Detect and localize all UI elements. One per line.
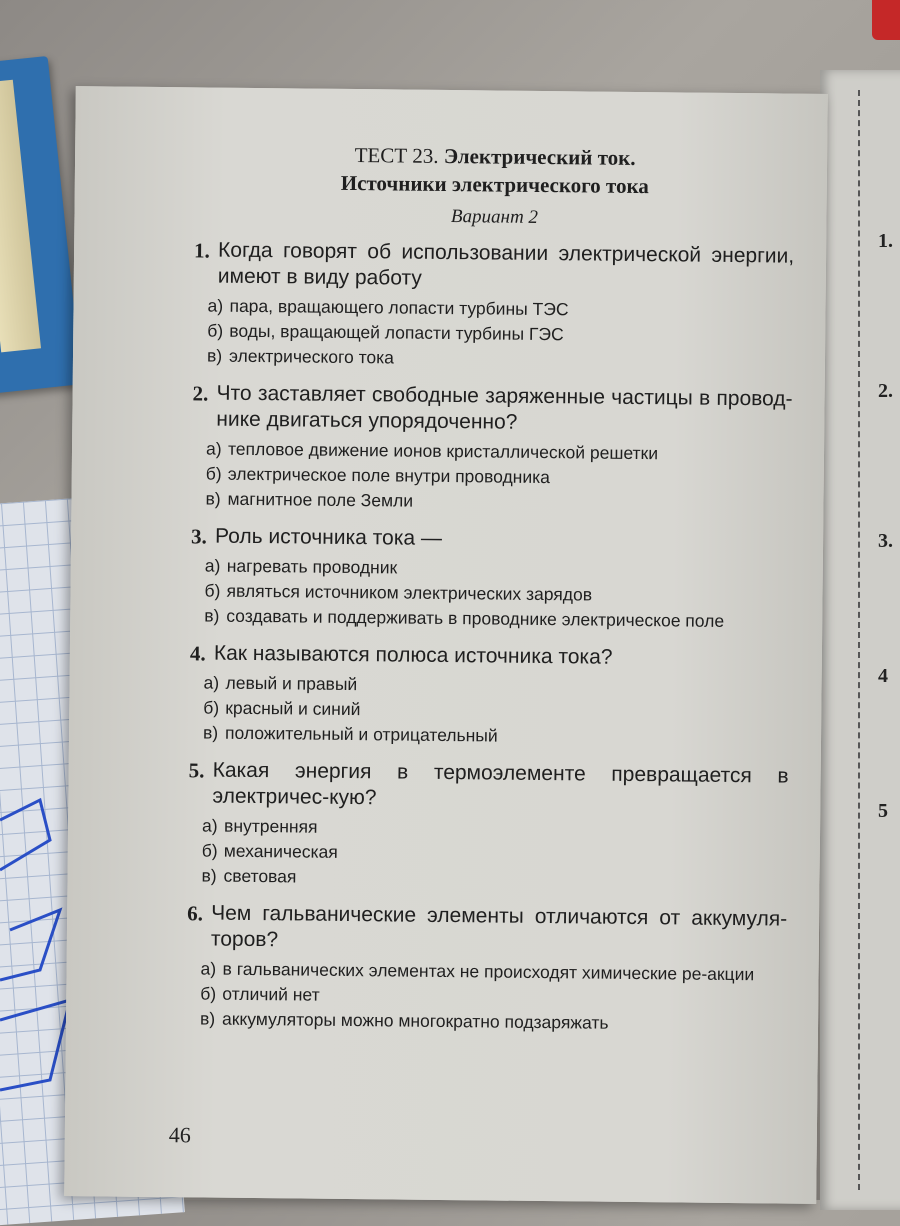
answer-options	[201, 813, 788, 894]
option-text: тепловое движение ионов кристаллической решетки	[227, 438, 659, 464]
answer-options	[204, 553, 791, 634]
option-text: пара, вращающего лопасти турбины ТЭС	[229, 295, 569, 320]
title-main: Электрический ток.	[443, 143, 636, 170]
book-page	[64, 86, 828, 1204]
question-number: 2.	[192, 381, 209, 406]
option-letter: в)	[202, 722, 219, 743]
option-letter: а)	[203, 672, 220, 693]
dashed-cut-line	[858, 90, 860, 1190]
question-row	[192, 380, 793, 438]
option-text: нагревать проводник	[226, 555, 398, 578]
option-text: создавать и поддерживать в проводнике электрическое поле	[226, 605, 725, 631]
option-text: воды, вращающей лопасти турбины ГЭС	[229, 320, 564, 345]
answer-options	[200, 956, 787, 1037]
answer-option	[200, 1006, 786, 1037]
option-text: электрическое поле внутри проводника	[227, 463, 551, 488]
option-text: в гальванических элементах не происходят химические ре-акции	[222, 958, 755, 985]
question-number: 3.	[190, 524, 207, 549]
answer-options	[203, 670, 790, 751]
question-number: 6.	[187, 901, 204, 926]
option-text: аккумуляторы можно многократно подзаряжать	[221, 1008, 609, 1033]
question-6	[186, 900, 787, 1037]
question-row	[191, 523, 791, 555]
question-number: 1.	[193, 238, 210, 263]
question-number: 5.	[188, 758, 205, 783]
option-letter: а)	[204, 555, 221, 576]
option-text: красный и синий	[225, 697, 361, 720]
question-row	[187, 900, 788, 958]
option-letter: б)	[201, 840, 218, 861]
variant-label: Вариант 2	[450, 206, 539, 228]
option-letter: а)	[207, 295, 224, 316]
blue-book	[0, 56, 82, 394]
question-text: Какая энергия в термоэлементе превращается в электричес-кую?	[212, 758, 789, 810]
red-pen	[872, 0, 900, 40]
question-text: Когда говорят об использовании электрической энергии, имеют в виду работу	[217, 238, 795, 290]
question-2	[191, 380, 792, 517]
test-title	[195, 139, 796, 201]
option-letter: б)	[205, 463, 222, 484]
option-text: положительный и отрицательный	[224, 722, 498, 746]
question-text: Чем гальванические элементы отличаются от аккумуля-торов?	[210, 901, 788, 952]
question-text: Как называются полюса источника тока?	[213, 641, 613, 669]
option-text: механическая	[223, 840, 338, 862]
answer-option	[201, 863, 787, 894]
question-1	[193, 237, 794, 374]
title-prefix: ТЕСТ 23.	[354, 143, 439, 168]
question-text: Что заставляет свободные заряженные частицы в провод-нике двигаться упорядоченно?	[216, 381, 793, 434]
answer-option	[204, 603, 790, 634]
question-text: Роль источника тока —	[215, 524, 443, 550]
page-number: 46	[168, 1122, 191, 1148]
right-page-number: 1.	[878, 230, 893, 252]
answer-option	[205, 486, 791, 517]
option-letter: б)	[204, 580, 221, 601]
test-content	[186, 139, 795, 1037]
option-text: левый и правый	[225, 672, 358, 695]
question-row	[190, 640, 790, 672]
option-letter: а)	[205, 438, 222, 459]
right-page-number: 3.	[878, 530, 893, 552]
right-page-number: 4	[878, 665, 888, 687]
option-letter: б)	[207, 320, 224, 341]
title-sub: Источники электрического тока	[340, 170, 649, 199]
option-letter: б)	[203, 697, 220, 718]
option-letter: б)	[200, 983, 217, 1004]
option-letter: в)	[199, 1008, 216, 1029]
question-number: 4.	[189, 641, 206, 666]
answer-options	[205, 436, 792, 517]
question-3	[190, 523, 791, 634]
option-text: электрического тока	[228, 345, 395, 368]
option-text: внутренняя	[223, 815, 318, 837]
question-5	[187, 757, 788, 894]
answer-options	[207, 293, 794, 374]
option-letter: а)	[200, 958, 217, 979]
right-page-number: 2.	[878, 380, 893, 402]
option-letter: в)	[205, 488, 221, 509]
answer-option	[203, 720, 789, 751]
option-text: световая	[223, 865, 297, 887]
question-4	[189, 640, 790, 751]
question-list	[186, 237, 794, 1037]
right-page-number: 5	[878, 800, 888, 822]
option-letter: в)	[204, 605, 220, 626]
option-letter: в)	[206, 345, 223, 366]
question-row	[194, 237, 795, 295]
option-letter: в)	[201, 865, 217, 886]
question-row	[188, 757, 789, 815]
option-text: отличий нет	[222, 983, 320, 1005]
option-letter: а)	[201, 815, 218, 836]
option-text: магнитное поле Земли	[227, 488, 414, 511]
book-pages	[0, 80, 41, 353]
right-page	[820, 70, 900, 1210]
answer-option	[207, 343, 793, 374]
option-text: являться источником электрических зарядов	[226, 580, 593, 605]
